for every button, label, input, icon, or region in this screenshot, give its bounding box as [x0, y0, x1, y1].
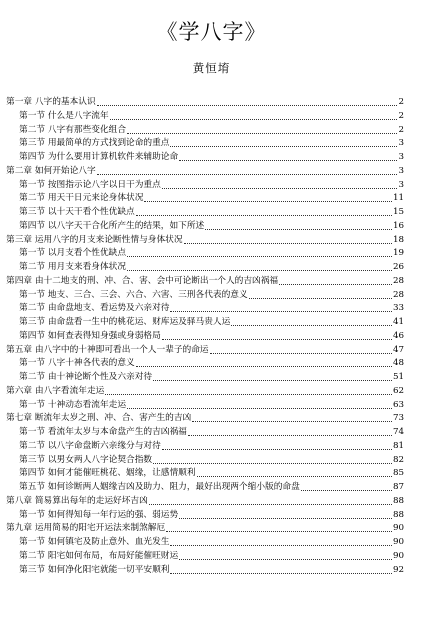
dot-leader [170, 572, 391, 574]
document-title: 《学八字》 [156, 20, 267, 44]
toc-entry-label: 第一节 以月支看个性优缺点 [19, 248, 127, 259]
dot-leader [127, 269, 392, 271]
toc-entry-label: 第四节 为什么要用计算机软件来辅助论命 [19, 152, 179, 162]
toc-chapter-entry[interactable] [6, 166, 404, 177]
toc-entry-label: 第七章 断流年太岁之刑、冲、合、害产生的吉凶 [6, 413, 192, 424]
toc-section-entry[interactable] [19, 372, 404, 383]
toc-section-entry[interactable] [19, 193, 404, 204]
dot-leader [136, 365, 392, 367]
dot-leader [249, 297, 392, 299]
dot-leader [179, 159, 397, 161]
toc-entry-label: 第一节 如何得知每一年行运的强、弱运势 [19, 509, 179, 520]
toc-chapter-entry[interactable] [6, 345, 404, 356]
toc-section-entry[interactable] [19, 138, 404, 149]
toc-section-entry[interactable] [19, 468, 404, 479]
toc-entry-page-number: 33 [392, 303, 404, 314]
toc-entry-page-number: 41 [392, 317, 404, 327]
toc-entry-page-number: 81 [392, 440, 404, 451]
dot-leader [301, 489, 392, 491]
dot-leader [192, 420, 392, 422]
toc-entry-page-number: 74 [392, 427, 404, 437]
dot-leader [144, 200, 392, 202]
toc-entry-label: 第一节 看流年太岁与本命盘产生的吉凶祸福 [19, 427, 187, 437]
dot-leader [127, 255, 392, 257]
toc-entry-label: 第四节 如何才能催旺桃花、姻缘，让感情顺利 [19, 468, 196, 479]
toc-section-entry[interactable] [19, 207, 404, 218]
dot-leader [188, 434, 392, 436]
dot-leader [127, 132, 397, 134]
toc-entry-page-number: 88 [392, 509, 404, 520]
toc-entry-page-number: 88 [392, 495, 404, 506]
toc-entry-page-number: 19 [392, 248, 404, 259]
dot-leader [170, 145, 397, 147]
toc-entry-label: 第二节 阳宅如何布局，布局好能催旺财运 [19, 550, 179, 561]
toc-entry-page-number: 47 [392, 344, 404, 355]
toc-entry-label: 第六章 由八字看流年走运 [6, 385, 105, 396]
dot-leader [127, 407, 392, 409]
toc-chapter-entry[interactable] [6, 235, 404, 246]
toc-entry-page-number: 73 [392, 413, 404, 424]
toc-entry-label: 第二节 用月支来看身体状况 [19, 262, 127, 272]
toc-entry-label: 第四节 如何查表得知身强或身弱格局 [19, 330, 161, 341]
toc-entry-page-number: 2 [398, 124, 404, 135]
toc-section-entry[interactable] [19, 551, 404, 562]
toc-entry-page-number: 87 [392, 482, 404, 492]
dot-leader [205, 228, 392, 230]
toc-entry-label: 第三章 运用八字的月支来论断性情与身体状况 [6, 234, 183, 245]
toc-entry-label: 第二节 由十神论断个性及六亲对待 [19, 372, 153, 382]
toc-section-entry[interactable] [19, 303, 404, 314]
toc-section-entry[interactable] [19, 317, 404, 328]
toc-entry-label: 第二节 用天干日元来论身体状况 [19, 193, 144, 204]
dot-leader [162, 338, 392, 340]
toc-entry-page-number: 28 [392, 289, 404, 300]
toc-entry-label: 第三节 以男女两人八字论契合指数 [19, 454, 153, 465]
toc-chapter-entry[interactable] [6, 523, 404, 534]
dot-leader [162, 448, 392, 450]
dot-leader [136, 214, 392, 216]
toc-entry-label: 第一节 地支、三合、三会、六合、六害、三刑各代表的意义 [19, 289, 248, 300]
toc-section-entry[interactable] [19, 510, 404, 521]
toc-entry-page-number: 3 [398, 152, 404, 162]
toc-entry-label: 第三节 如何净化阳宅就能一切平安顺利 [19, 564, 170, 575]
toc-section-entry[interactable] [19, 455, 404, 466]
dot-leader [170, 310, 391, 312]
toc-section-entry[interactable] [19, 152, 404, 163]
dot-leader [97, 173, 398, 175]
toc-entry-page-number: 90 [392, 537, 404, 547]
dot-leader [179, 517, 392, 519]
toc-entry-label: 第二章 如何开始论八字 [6, 165, 96, 176]
dot-leader [153, 462, 392, 464]
dot-leader [97, 104, 398, 106]
toc-entry-page-number: 16 [392, 220, 404, 231]
toc-entry-page-number: 3 [398, 179, 404, 190]
toc-entry-label: 第三节 以十天干看个性优缺点 [19, 207, 135, 217]
toc-entry-page-number: 28 [392, 275, 404, 286]
toc-chapter-entry[interactable] [6, 276, 404, 287]
toc-entry-page-number: 92 [392, 564, 404, 575]
dot-leader [210, 352, 392, 354]
toc-entry-label: 第一节 什么是八字流年 [19, 110, 109, 121]
toc-section-entry[interactable] [19, 358, 404, 369]
toc-chapter-entry[interactable] [6, 413, 404, 424]
toc-entry-page-number: 3 [398, 165, 404, 176]
toc-section-entry[interactable] [19, 221, 404, 232]
toc-section-entry[interactable] [19, 565, 404, 576]
dot-leader [110, 118, 398, 120]
toc-section-entry[interactable] [19, 482, 404, 493]
dot-leader [184, 242, 392, 244]
toc-section-entry[interactable] [19, 125, 404, 136]
toc-section-entry[interactable] [19, 248, 404, 259]
dot-leader [166, 530, 392, 532]
toc-entry-label: 第四节 以八字天干合化所产生的结果，如下所述 [19, 220, 205, 231]
toc-entry-label: 第二节 八字有那些变化组合 [19, 124, 127, 135]
toc-section-entry[interactable] [19, 537, 404, 548]
toc-entry-label: 第二节 由命盘地支、看运势及六亲对待 [19, 303, 170, 314]
toc-section-entry[interactable] [19, 427, 404, 438]
toc-entry-page-number: 11 [392, 193, 404, 204]
toc-entry-label: 第九章 运用简易的阳宅开运法来制煞解厄 [6, 523, 166, 534]
toc-entry-page-number: 62 [392, 385, 404, 396]
toc-entry-label: 第五章 由八字中的十神即可看出一个人一辈子的命运 [6, 344, 209, 355]
toc-entry-label: 第一章 八字的基本认识 [6, 97, 96, 107]
toc-section-entry[interactable] [19, 180, 404, 191]
toc-chapter-entry[interactable] [6, 386, 404, 397]
toc-entry-label: 第五节 如何诊断两人姻缘吉凶及助力、阻力，最好出现两个缩小版的命盘 [19, 482, 300, 492]
toc-entry-page-number: 90 [392, 523, 404, 534]
toc-entry-page-number: 3 [398, 138, 404, 149]
toc-entry-page-number: 85 [392, 468, 404, 479]
toc-chapter-entry[interactable] [6, 496, 404, 507]
toc-section-entry[interactable] [19, 400, 404, 411]
toc-entry-label: 第八章 简易算出每年的走运好坏吉凶 [6, 495, 148, 506]
dot-leader [279, 283, 392, 285]
toc-section-entry[interactable] [19, 441, 404, 452]
toc-entry-page-number: 15 [392, 207, 404, 217]
toc-entry-label: 第一节 八字十神各代表的意义 [19, 358, 135, 369]
toc-section-entry[interactable] [19, 111, 404, 122]
toc-entry-page-number: 63 [392, 399, 404, 410]
toc-entry-label: 第三节 由命盘看一生中的桃花运、财库运及驿马贵人运 [19, 317, 231, 327]
dot-leader [153, 379, 392, 381]
dot-leader [197, 475, 392, 477]
toc-entry-page-number: 90 [392, 550, 404, 561]
toc-section-entry[interactable] [19, 290, 404, 301]
toc-entry-label: 第二节 以八字命盘断六亲缘分与对待 [19, 440, 161, 451]
dot-leader [149, 503, 392, 505]
dot-leader [162, 187, 398, 189]
toc-chapter-entry[interactable] [6, 97, 404, 108]
toc-entry-page-number: 48 [392, 358, 404, 369]
dot-leader [179, 558, 392, 560]
toc-entry-page-number: 2 [398, 110, 404, 121]
toc-entry-page-number: 82 [392, 454, 404, 465]
toc-entry-label: 第一节 按图指示论八字以日干为重点 [19, 179, 161, 190]
dot-leader [170, 544, 391, 546]
toc-entry-page-number: 51 [392, 372, 404, 382]
dot-leader [231, 324, 392, 326]
toc-section-entry[interactable] [19, 331, 404, 342]
toc-entry-page-number: 46 [392, 330, 404, 341]
toc-entry-label: 第一节 如何镇宅及防止意外、血光发生 [19, 537, 170, 547]
toc-entry-page-number: 26 [392, 262, 404, 272]
toc-entry-label: 第四章 由十二地支的刑、冲、合、害、会中可论断出一个人的吉凶祸福 [6, 275, 279, 286]
toc-entry-page-number: 18 [392, 234, 404, 245]
toc-entry-label: 第一节 十神动态看流年走运 [19, 399, 127, 410]
author-name: 黄恒堉 [192, 61, 231, 75]
dot-leader [105, 393, 392, 395]
toc-entry-label: 第三节 用最简单的方式找到论命的重点 [19, 138, 170, 149]
toc-entry-page-number: 2 [398, 97, 404, 107]
toc-section-entry[interactable] [19, 262, 404, 273]
